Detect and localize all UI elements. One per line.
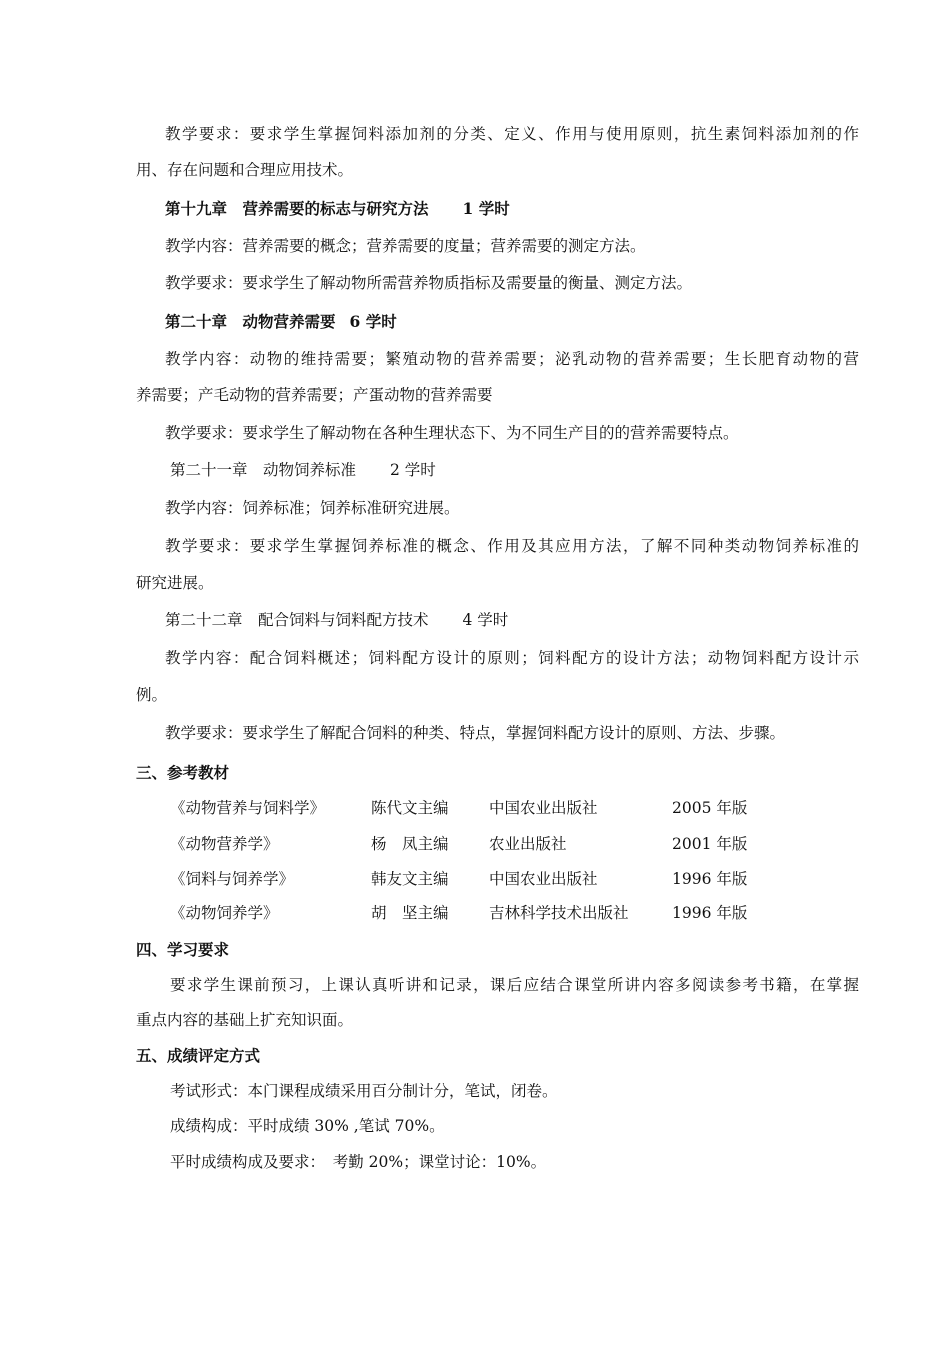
book-editor: 陈代文主编 [371,799,449,817]
book-publisher: 吉林科学技术出版社 [489,904,629,922]
ch21-hours: 2 学时 [390,461,436,479]
ch20-heading [165,312,397,332]
ch20-requirement: 教学要求：要求学生了解动物在各种生理状态下、为不同生产目的的营养需要特点。 [165,424,739,442]
ch21-requirement-line2: 研究进展。 [136,574,214,592]
ch22-content-line1: 教学内容：配合饲料概述；饲料配方设计的原则；饲料配方的设计方法；动物饲料配方设计示 [165,649,859,667]
ch19-content: 教学内容：营养需要的概念；营养需要的度量；营养需要的测定方法。 [165,237,646,255]
ch20-content-line2: 养需要；产毛动物的营养需要；产蛋动物的营养需要 [136,386,493,404]
book-title: 《动物营养与饲料学》 [170,799,326,817]
ch21-requirement-line1: 教学要求：要求学生掌握饲养标准的概念、作用及其应用方法，了解不同种类动物饲养标准的 [165,537,859,555]
daily-grade-composition: 平时成绩构成及要求： 考勤 20%；课堂讨论：10%。 [170,1153,547,1171]
ch22-hours: 4 学时 [462,611,509,629]
ch22-title: 第二十二章 配合饲料与饲料配方技术 [165,611,429,629]
book-title: 《动物营养学》 [170,835,279,853]
section4-heading: 四、学习要求 [136,940,230,959]
book-publisher: 农业出版社 [489,835,567,853]
book-editor: 韩友文主编 [371,870,449,888]
ch20-title: 第二十章 动物营养需要 [165,312,336,331]
book-title: 《饲料与饲养学》 [170,870,295,888]
ch18-requirement-line1: 教学要求：要求学生掌握饲料添加剂的分类、定义、作用与使用原则，抗生素饲料添加剂的作 [165,125,859,143]
ch19-hours: 1 学时 [462,199,510,218]
book-year: 1996 年版 [672,904,748,922]
ch21-heading [170,460,436,480]
ch21-title: 第二十一章 动物饲养标准 [170,461,357,479]
section4-text-line2: 重点内容的基础上扩充知识面。 [136,1011,354,1029]
ch20-content-line1: 教学内容：动物的维持需要；繁殖动物的营养需要；泌乳动物的营养需要；生长肥育动物的营 [165,350,859,368]
ch20-hours: 6 学时 [349,312,397,331]
book-editor: 杨 凤主编 [371,835,449,853]
section3-heading: 三、参考教材 [136,763,230,782]
ch19-title: 第十九章 营养需要的标志与研究方法 [165,199,429,218]
book-year: 2005 年版 [672,799,748,817]
ch19-heading [165,199,510,219]
ch22-requirement: 教学要求：要求学生了解配合饲料的种类、特点，掌握饲料配方设计的原则、方法、步骤。 [165,724,786,742]
book-year: 2001 年版 [672,835,748,853]
grade-composition: 成绩构成：平时成绩 30% ,笔试 70%。 [170,1117,445,1135]
exam-format: 考试形式：本门课程成绩采用百分制计分，笔试，闭卷。 [170,1082,558,1100]
book-publisher: 中国农业出版社 [489,799,598,817]
ch22-heading [165,610,508,630]
ch18-requirement-line2: 用、存在问题和合理应用技术。 [136,161,354,179]
book-title: 《动物饲养学》 [170,904,279,922]
book-year: 1996 年版 [672,870,748,888]
book-publisher: 中国农业出版社 [489,870,598,888]
ch19-requirement: 教学要求：要求学生了解动物所需营养物质指标及需要量的衡量、测定方法。 [165,274,693,292]
section5-heading: 五、成绩评定方式 [136,1046,261,1065]
ch22-content-line2: 例。 [136,686,168,704]
section4-text-line1: 要求学生课前预习，上课认真听讲和记录，课后应结合课堂所讲内容多阅读参考书籍，在掌握 [170,976,859,994]
book-editor: 胡 坚主编 [371,904,449,922]
ch21-content: 教学内容：饲养标准；饲养标准研究进展。 [165,499,460,517]
